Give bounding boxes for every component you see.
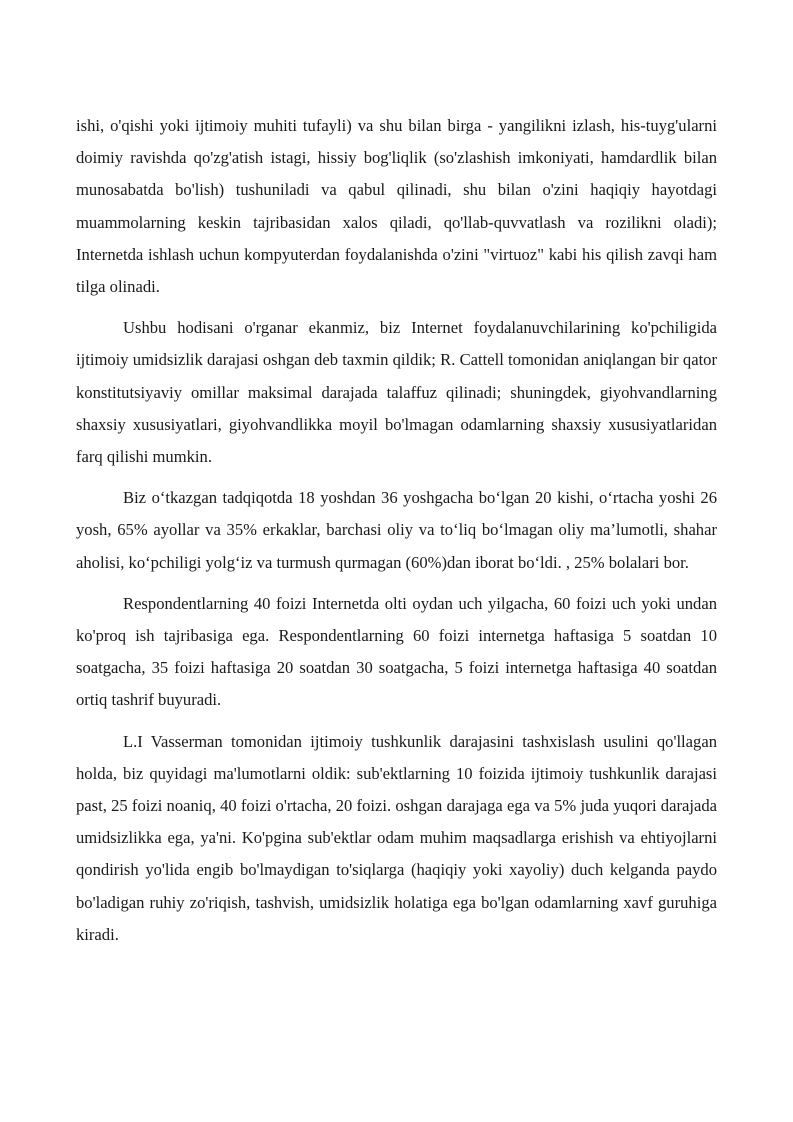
paragraph-sample: Biz o‘tkazgan tadqiqotda 18 yoshdan 36 yoshgacha bo‘lgan 20 kishi, o‘rtacha yoshi 26 yosh, 65% ayollar va 35% erkaklar, barchasi oliy va to‘liq bo‘lmagan oliy ma’lumotli, shahar aholisi, ko‘pchiligi yolg‘iz va turmush qurmagan (60%)dan iborat bo‘ldi. , 25% bolalari bor.: [76, 488, 717, 572]
paragraph-continuation: ishi, o'qishi yoki ijtimoiy muhiti tufayli) va shu bilan birga - yangilikni izlash, his-tuyg'ularni doimiy ravishda qo'zg'atish istagi, hissiy bog'liqlik (so'zlashish imkoniyati, hamdardlik bilan munosabatda bo'lish) tushuniladi va qabul qilinadi, shu bilan o'zini haqiqiy hayotdagi muammolarning keskin tajribasidan xalos qiladi, qo'llab-quvvatlash va rozilikni oladi); Internetda ishlash uchun kompyuterdan foydalanishda o'zini "virtuoz" kabi his qilish zavqi ham tilga olinadi.: [76, 116, 717, 297]
paragraph-hypothesis: Ushbu hodisani o'rganar ekanmiz, biz Internet foydalanuvchilarining ko'pchiligida ijtimoiy umidsizlik darajasi oshgan deb taxmin qildik; R. Cattell tomonidan aniqlangan bir qator konstitutsiyaviy omillar maksimal darajada talaffuz qilinadi; shuningdek, giyohvandlarning shaxsiy xususiyatlari, giyohvandlikka moyil bo'lmagan odamlarning shaxsiy xususiyatlaridan farq qilishi mumkin.: [76, 318, 717, 467]
paragraph-frustration-results: L.I Vasserman tomonidan ijtimoiy tushkunlik darajasini tashxislash usulini qo'llagan holda, biz quyidagi ma'lumotlarni oldik: sub'ektlarning 10 foizida ijtimoiy tushkunlik darajasi past, 25 foizi noaniq, 40 foizi o'rtacha, 20 foizi. oshgan darajaga ega va 5% juda yuqori darajada umidsizlikka ega, ya'ni. Ko'pgina sub'ektlar odam muhim maqsadlarga erishish va ehtiyojlarni qondirish yo'lida engib bo'lmaydigan to'siqlarga (haqiqiy yoki xayoliy) duch kelganda paydo bo'ladigan ruhiy zo'riqish, tashvish, umidsizlik holatiga ega bo'lgan odamlarning xavf guruhiga kiradi.: [76, 731, 717, 944]
paragraph-internet-usage: Respondentlarning 40 foizi Internetda olti oydan uch yilgacha, 60 foizi uch yoki undan ko'proq ish tajribasiga ega. Respondentlarning 60 foizi internetga haftasiga 5 soatdan 10 soatgacha, 35 foizi haftasiga 20 soatdan 30 soatgacha, 5 foizi internetga haftasiga 40 soatdan ortiq tashrif buyuradi.: [76, 593, 717, 710]
document-page: [76, 110, 717, 960]
